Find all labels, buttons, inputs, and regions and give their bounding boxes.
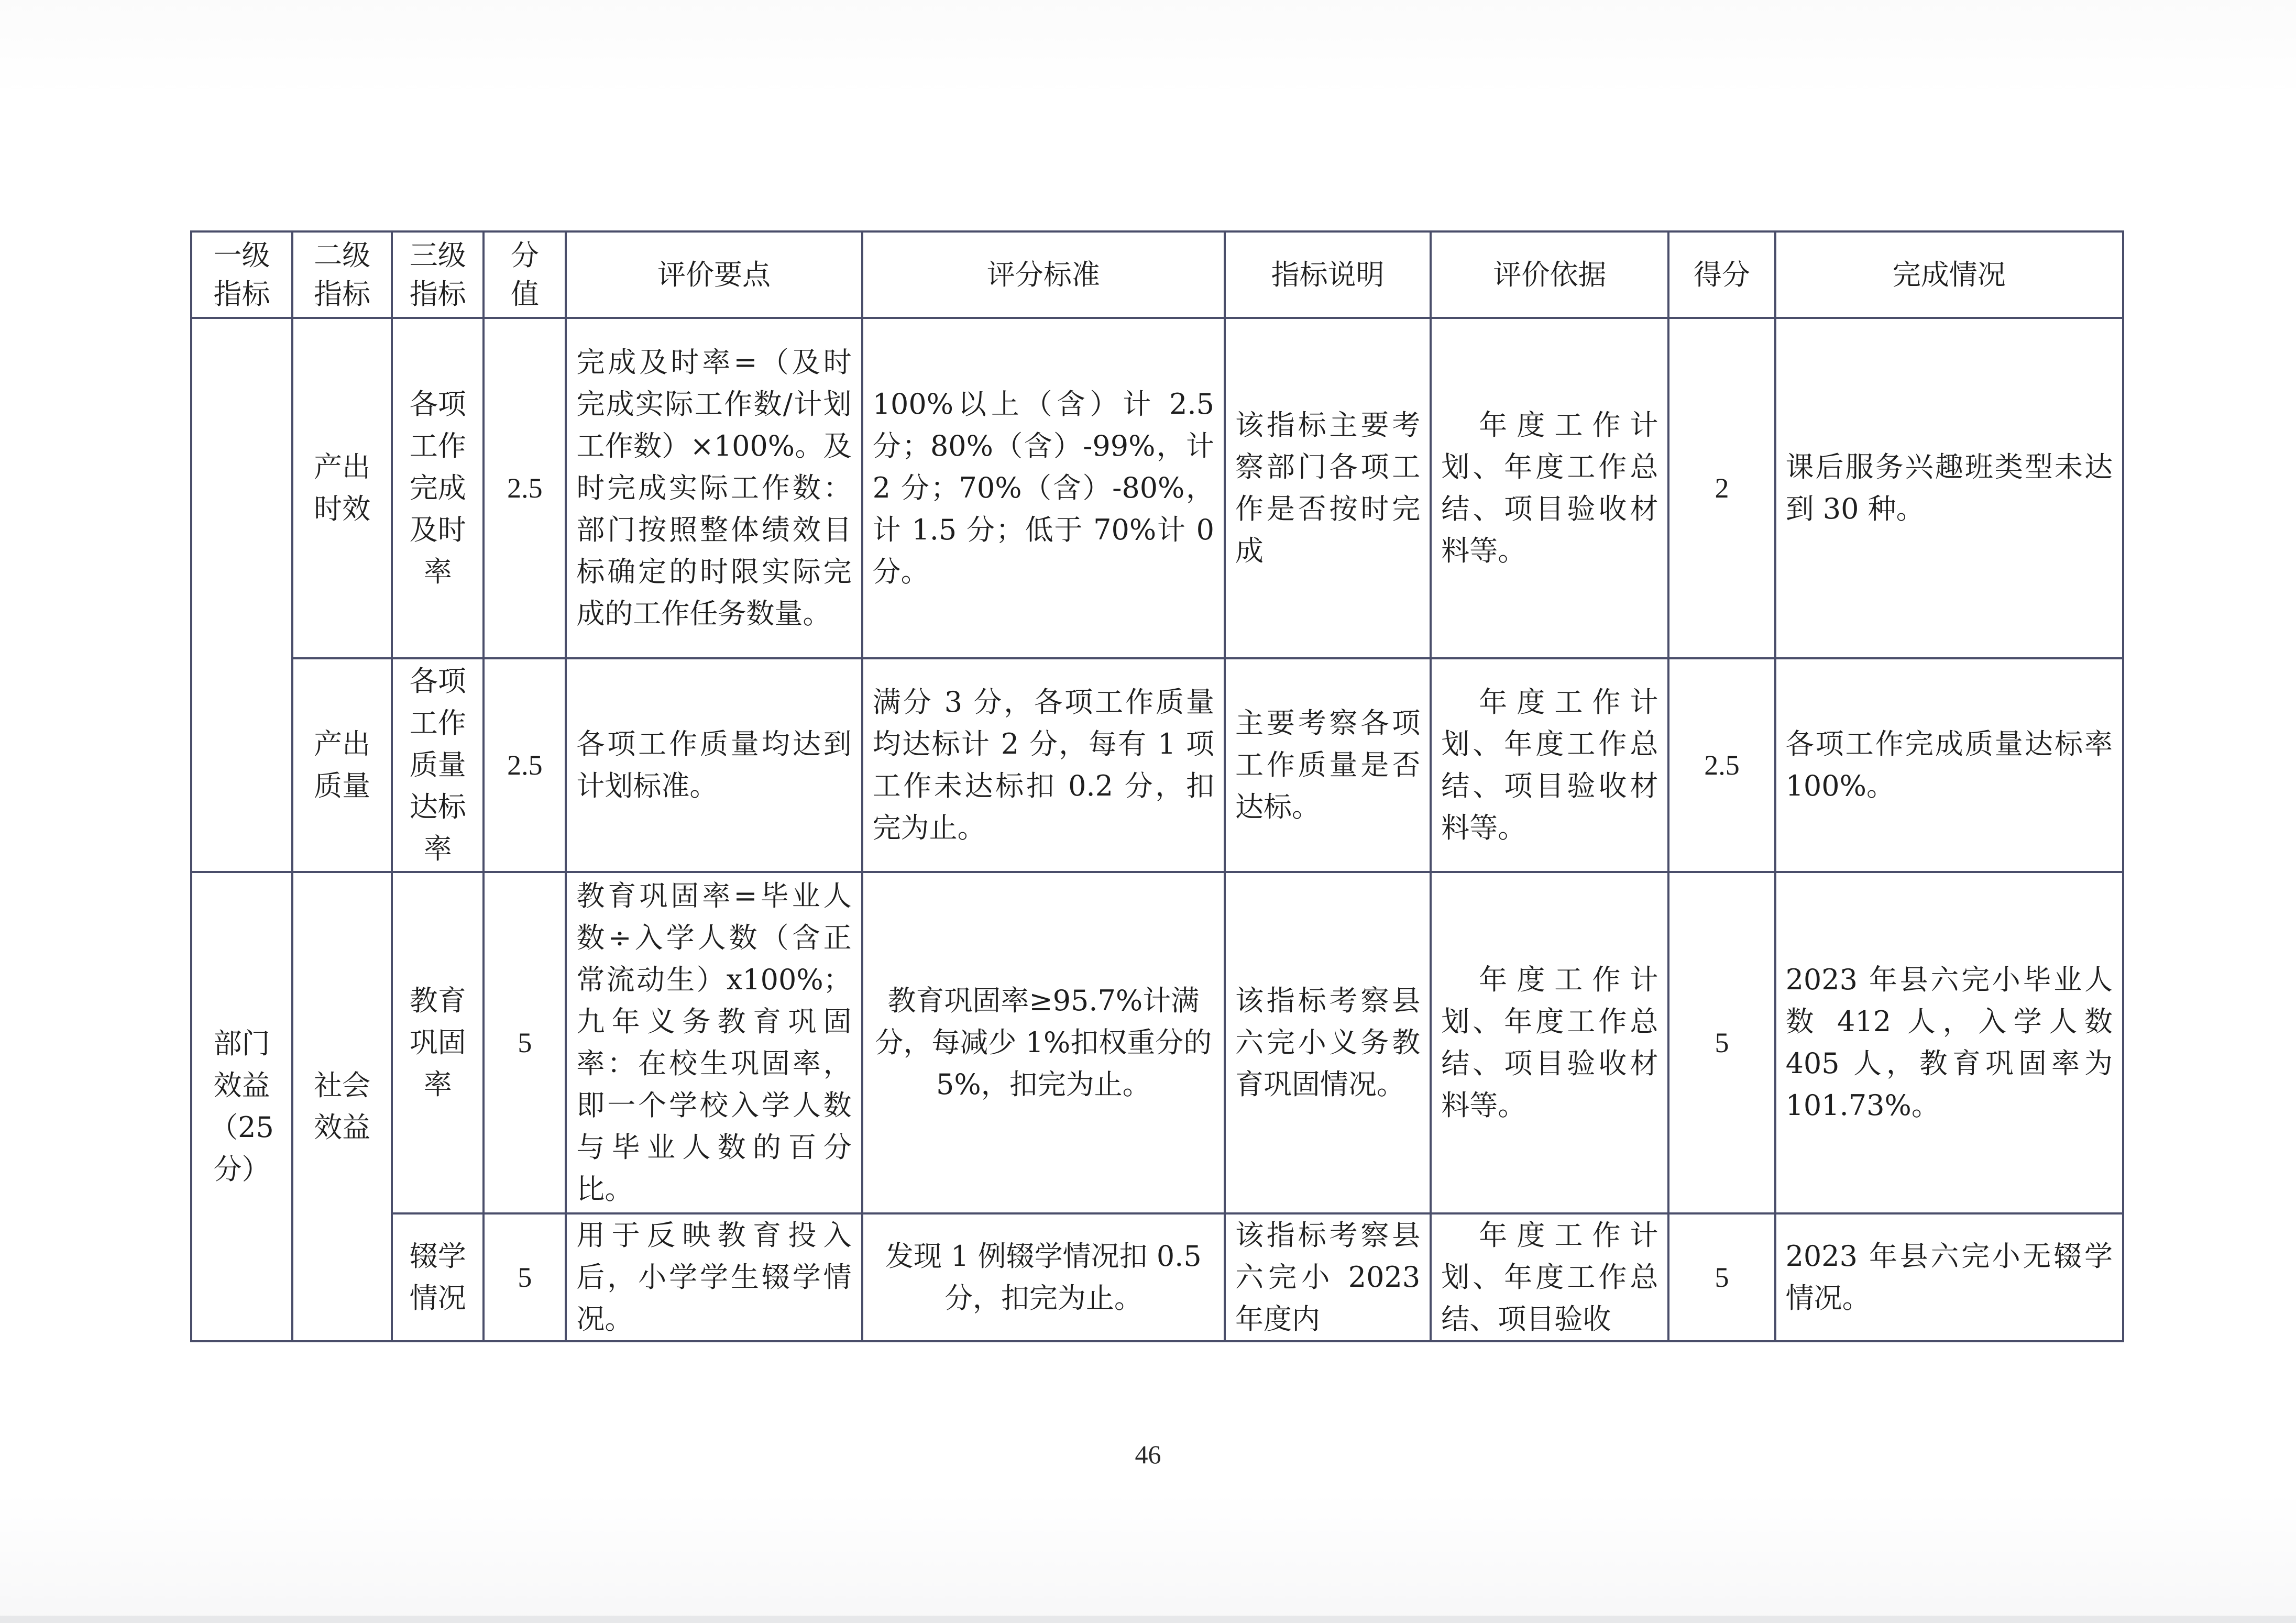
- score-cell: 5: [1668, 1213, 1775, 1341]
- score-cell: 2: [1668, 318, 1775, 658]
- header-completion-status: 完成情况: [1775, 231, 2123, 318]
- indicator-description-cell: 主要考察各项工作质量是否达标。: [1225, 658, 1431, 872]
- indicator-description-cell: 该指标主要考察部门各项工作是否按时完成: [1225, 318, 1431, 658]
- level1-cell-empty: [191, 318, 292, 872]
- evaluation-points-cell: 各项工作质量均达到计划标准。: [566, 658, 862, 872]
- weight-cell: 5: [484, 872, 566, 1213]
- header-evaluation-basis: 评价依据: [1431, 231, 1668, 318]
- scoring-standard-cell: 100%以上（含）计 2.5 分；80%（含）-99%，计 2 分；70%（含）-80%，计 1.5 分；低于 70%计 0 分。: [862, 318, 1225, 658]
- completion-status-cell: 2023 年县六完小毕业人数 412 人，入学人数 405 人，教育巩固率为 101.73%。: [1775, 872, 2123, 1213]
- header-level2: 二级 指标: [292, 231, 392, 318]
- evaluation-points-cell: 教育巩固率=毕业人数÷入学人数（含正常流动生）x100%；九年义务教育巩固率：在校生巩固率，即一个学校入学人数与毕业人数的百分比。: [566, 872, 862, 1213]
- header-level1: 一级 指标: [191, 231, 292, 318]
- table-row: [191, 658, 2123, 872]
- header-scoring-standard: 评分标准: [862, 231, 1225, 318]
- level2-cell: 产出 质量: [292, 658, 392, 872]
- scan-bottom-edge: [0, 1616, 2296, 1623]
- page-number: 46: [1135, 1440, 1161, 1469]
- header-level3: 三级 指标: [392, 231, 484, 318]
- indicator-description-cell: 该指标考察县六完小 2023 年度内: [1225, 1213, 1431, 1341]
- score-cell: 2.5: [1668, 658, 1775, 872]
- evaluation-table-container: [190, 230, 2124, 1342]
- scoring-standard-cell: 发现 1 例辍学情况扣 0.5 分，扣完为止。: [862, 1213, 1225, 1341]
- evaluation-points-cell: 用于反映教育投入后，小学学生辍学情况。: [566, 1213, 862, 1341]
- weight-cell: 5: [484, 1213, 566, 1341]
- evaluation-basis-cell: 年度工作计划、年度工作总结、项目验收材料等。: [1431, 318, 1668, 658]
- completion-status-cell: 课后服务兴趣班类型未达到 30 种。: [1775, 318, 2123, 658]
- scoring-standard-cell: 教育巩固率≥95.7%计满分，每减少 1%扣权重分的 5%，扣完为止。: [862, 872, 1225, 1213]
- header-indicator-description: 指标说明: [1225, 231, 1431, 318]
- score-cell: 5: [1668, 872, 1775, 1213]
- table-row: [191, 318, 2123, 658]
- table-row: [191, 872, 2123, 1213]
- weight-cell: 2.5: [484, 318, 566, 658]
- scoring-standard-cell: 满分 3 分，各项工作质量均达标计 2 分，每有 1 项工作未达标扣 0.2 分，扣完为止。: [862, 658, 1225, 872]
- evaluation-points-cell: 完成及时率=（及时完成实际工作数/计划工作数）×100%。及时完成实际工作数：部门按照整体绩效目标确定的时限实际完成的工作任务数量。: [566, 318, 862, 658]
- header-row: [191, 231, 2123, 318]
- evaluation-basis-cell: 年度工作计划、年度工作总结、项目验收: [1431, 1213, 1668, 1341]
- header-score: 得分: [1668, 231, 1775, 318]
- completion-status-cell: 各项工作完成质量达标率 100%。: [1775, 658, 2123, 872]
- table-row: [191, 1213, 2123, 1341]
- level3-cell: 各项 工作 完成 及时 率: [392, 318, 484, 658]
- evaluation-basis-cell: 年度工作计划、年度工作总结、项目验收材料等。: [1431, 872, 1668, 1213]
- level3-cell: 辍学 情况: [392, 1213, 484, 1341]
- completion-status-cell: 2023 年县六完小无辍学情况。: [1775, 1213, 2123, 1341]
- evaluation-basis-cell: 年度工作计划、年度工作总结、项目验收材料等。: [1431, 658, 1668, 872]
- indicator-description-cell: 该指标考察县六完小义务教育巩固情况。: [1225, 872, 1431, 1213]
- level2-cell: 社会 效益: [292, 872, 392, 1341]
- header-evaluation-points: 评价要点: [566, 231, 862, 318]
- weight-cell: 2.5: [484, 658, 566, 872]
- level1-cell: 部门 效益 （25 分）: [191, 872, 292, 1341]
- evaluation-table: [190, 230, 2124, 1342]
- header-weight: 分 值: [484, 231, 566, 318]
- level3-cell: 各项 工作 质量 达标 率: [392, 658, 484, 872]
- level2-cell: 产出 时效: [292, 318, 392, 658]
- level3-cell: 教育 巩固 率: [392, 872, 484, 1213]
